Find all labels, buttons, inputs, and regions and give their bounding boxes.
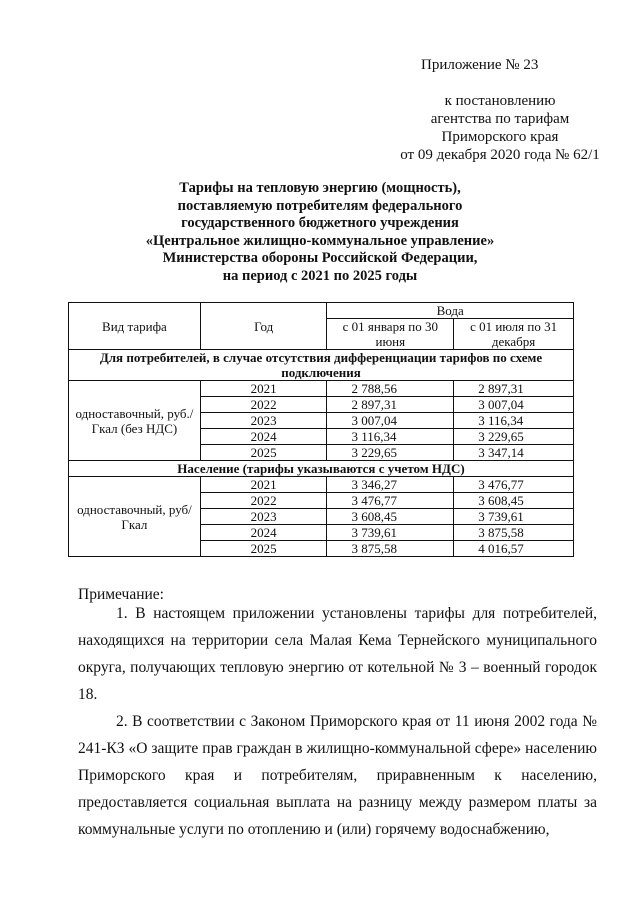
- title-line: «Центральное жилищно-коммунальное управление»: [145, 232, 495, 249]
- year-cell: 2022: [200, 397, 327, 413]
- table-row: [69, 381, 574, 397]
- year-cell: 2021: [200, 381, 327, 397]
- header-period-2: с 01 июля по 31 декабря: [454, 319, 574, 350]
- appendix-line: Приморского края: [441, 129, 559, 145]
- section-row: [69, 461, 574, 477]
- value-cell: 2 897,31: [454, 381, 574, 397]
- title-line: Тарифы на тепловую энергию (мощность),: [179, 180, 461, 196]
- value-cell: 3 347,14: [454, 445, 574, 461]
- value-cell: 3 476,77: [454, 477, 574, 493]
- table-row: [69, 477, 574, 493]
- title-line: государственного бюджетного учреждения: [181, 215, 459, 231]
- title-line: поставляемую потребителям федерального: [177, 197, 463, 214]
- appendix-header: [385, 56, 615, 164]
- tariff-table: [68, 302, 574, 557]
- value-cell: 3 116,34: [454, 413, 574, 429]
- appendix-line: к постановлению: [444, 93, 556, 109]
- value-cell: 3 346,27: [327, 477, 454, 493]
- year-cell: 2021: [200, 477, 327, 493]
- year-cell: 2024: [200, 525, 327, 541]
- year-cell: 2022: [200, 493, 327, 509]
- value-cell: 3 007,04: [327, 413, 454, 429]
- appendix-number: Приложение № 23: [421, 57, 539, 73]
- section-title: Для потребителей, в случае отсутствия дифференциации тарифов по схеме подключения: [69, 350, 574, 381]
- title-line: на период с 2021 по 2025 годы: [222, 267, 418, 284]
- value-cell: 4 016,57: [454, 541, 574, 557]
- note-title: Примечание:: [78, 586, 164, 603]
- year-cell: 2023: [200, 413, 327, 429]
- value-cell: 3 875,58: [454, 525, 574, 541]
- table-header-row: [69, 303, 574, 319]
- year-cell: 2023: [200, 509, 327, 525]
- value-cell: 3 476,77: [327, 493, 454, 509]
- value-cell: 3 229,65: [454, 429, 574, 445]
- header-year: Год: [200, 303, 327, 350]
- value-cell: 2 897,31: [327, 397, 454, 413]
- value-cell: 3 229,65: [327, 445, 454, 461]
- header-water: Вода: [327, 303, 574, 319]
- value-cell: 3 007,04: [454, 397, 574, 413]
- year-cell: 2024: [200, 429, 327, 445]
- title-line: Министерства обороны Российской Федерации,: [162, 250, 478, 266]
- year-cell: 2025: [200, 445, 327, 461]
- header-period-1: с 01 января по 30 июня: [327, 319, 454, 350]
- tariff-type-cell: одноставочный, руб/Гкал: [69, 477, 201, 557]
- value-cell: 3 875,58: [327, 541, 454, 557]
- document-title: [60, 180, 580, 285]
- note-paragraph: 1. В настоящем приложении установлены тарифы для потребителей, находящихся на территории села Малая Кема Тернейского муниципального округа, получающих тепловую энергию от котельной № 3 – военный городок 18.: [78, 605, 597, 703]
- appendix-line: агентства по тарифам: [430, 111, 570, 127]
- value-cell: 3 608,45: [454, 493, 574, 509]
- appendix-line: от 09 декабря 2020 года № 62/1: [400, 147, 600, 163]
- value-cell: 3 739,61: [454, 509, 574, 525]
- value-cell: 3 116,34: [327, 429, 454, 445]
- section-title: Население (тарифы указываются с учетом НДС): [69, 461, 574, 477]
- value-cell: 3 608,45: [327, 509, 454, 525]
- year-cell: 2025: [200, 541, 327, 557]
- header-tariff-type: Вид тарифа: [69, 303, 201, 350]
- tariff-type-cell: одноставочный, руб./Гкал (без НДС): [69, 381, 201, 461]
- note-paragraph: 2. В соответствии с Законом Приморского края от 11 июня 2002 года № 241-КЗ «О защите прав граждан в жилищно-коммунальной сфере» населению Приморского края и потребителям, приравненным к населению, предоставляется социальная выплата на разницу между размером платы за коммунальные услуги по отоплению и (или) горячему водоснабжению,: [78, 713, 597, 838]
- section-row: [69, 350, 574, 381]
- value-cell: 2 788,56: [327, 381, 454, 397]
- value-cell: 3 739,61: [327, 525, 454, 541]
